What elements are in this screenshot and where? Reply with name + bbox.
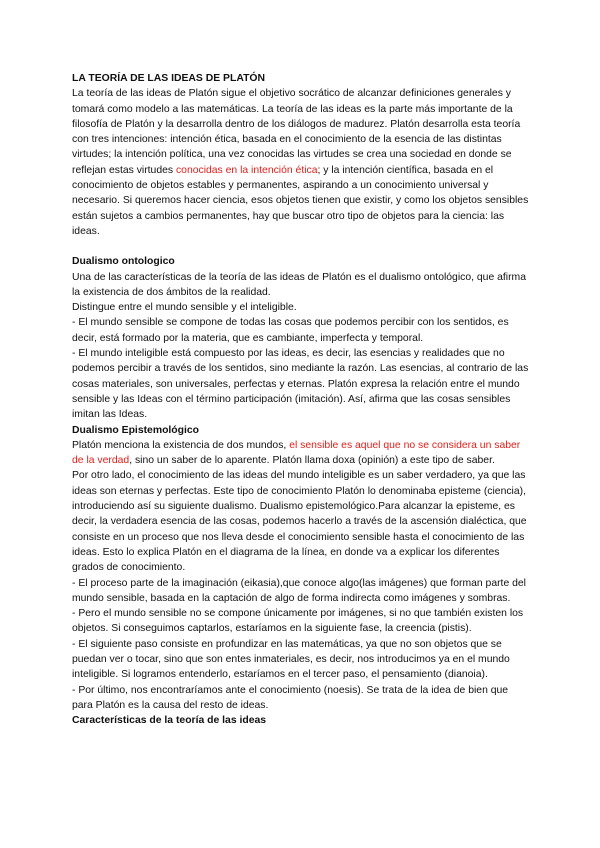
- ontologico-paragraph-2: Distingue entre el mundo sensible y el inteligible.: [72, 302, 297, 314]
- epistemologico-paragraph-4: - Pero el mundo sensible no se compone únicamente por imágenes, si no que también existen los objetos. Si conseguimos captarlos, estaríamos en la siguiente fase, la creencia (pistis).: [72, 608, 524, 635]
- intro-text-start: La teoría de las ideas de Platón sigue el objetivo socrático de alcanzar definiciones generales y tomará como modelo a las matemáticas. La teoría de las ideas es la parte más importante de la filosofía de Platón y la desarrolla dentro de los diálogos de madurez. Platón desarrolla esta teoría con tres intenciones: intención ética, basada en el conocimiento de la esencia de las distintas virtudes; la intención política, una vez conocidas las virtudes se crea una sociedad en donde se reflejan estas virtudes: [72, 88, 521, 176]
- ontologico-paragraph-1: Una de las características de la teoría de las ideas de Platón es el dualismo ontológico, que afirma la existencia de dos ámbitos de la realidad.: [72, 271, 526, 298]
- epistemologico-paragraph-3: - El proceso parte de la imaginación (eikasia),que conoce algo(las imágenes) que forman parte del mundo sensible, basada en la captación de algo de forma indirecta como imágenes y sombras.: [72, 577, 526, 604]
- epistemologico-paragraph-6: - Por último, nos encontraríamos ante el conocimiento (noesis). Se trata de la idea de bien que para Platón es la causa del resto de ideas.: [72, 684, 509, 711]
- epistemologico-heading: Dualismo Epistemológico: [72, 424, 200, 436]
- ontologico-paragraph-4: - El mundo inteligible está compuesto por las ideas, es decir, las esencias y realidades que no podemos percibir a través de los sentidos, sino mediante la razón. Las esencias, al contrario de las cosas materiales, son universales, perfectas y eternas. Platón expresa la relación entre el mundo sensible y las Ideas con el término participación (imitación). Así, afirma que las cosas sensibles imitan las Ideas.: [72, 348, 529, 421]
- epistemologico-text-end: , sino un saber de lo aparente. Platón llama doxa (opinión) a este tipo de saber.: [129, 455, 495, 467]
- caracteristicas-heading: Características de la teoría de las ideas: [72, 715, 267, 727]
- section-gap: [72, 239, 530, 254]
- epistemologico-highlight: el sensible es aquel que no se considera un saber de la verdad: [72, 439, 521, 467]
- intro-highlight: conocidas en la intención ética: [175, 164, 318, 176]
- document-title: LA TEORÍA DE LAS IDEAS DE PLATÓN: [72, 73, 266, 84]
- intro-text-end: ; y la intención científica, basada en el conocimiento de objetos estables y permanentes, aspirando a un conocimiento universal y necesario. Si queremos hacer ciencia, esos objetos tienen que existir, y como los objetos sensibles están sujetos a cambios permanentes, hay que buscar otro tipo de objetos para la ciencia: las ideas.: [72, 164, 529, 237]
- epistemologico-paragraph-1: [72, 438, 530, 469]
- ontologico-paragraph-3: - El mundo sensible se compone de todas las cosas que podemos percibir con los sentidos, es decir, está formado por la materia, que es cambiante, imperfecta y temporal.: [72, 317, 509, 344]
- epistemologico-paragraph-2: Por otro lado, el conocimiento de las ideas del mundo inteligible es un saber verdadero, ya que las ideas son eternas y perfectas. Este tipo de conocimiento Platón lo denominaba episteme (ciencia), introduciendo así su siguiente dualismo. Dualismo epistemológico.Para alcanzar la episteme, es decir, la verdadera esencia de las cosas, podemos hacerlo a través de la ascensión dialéctica, que consiste en un proceso que nos lleva desde el conocimiento sensible hasta el conocimiento de las ideas. Esto lo explica Platón en el diagrama de la línea, en donde va a explicar los diferentes grados de conocimiento.: [72, 470, 527, 574]
- ontologico-heading: Dualismo ontologico: [72, 256, 175, 268]
- epistemologico-paragraph-5: - El siguiente paso consiste en profundizar en las matemáticas, ya que no son objetos que se puedan ver o tocar, sino que son entes inmateriales, es decir, nos introducimos ya en el mundo inteligible. Si logramos entenderlo, estaríamos en el tercer paso, el pensamiento (dianoia).: [72, 638, 510, 681]
- intro-paragraph: [72, 86, 530, 239]
- epistemologico-text-start: Platón menciona la existencia de dos mundos,: [72, 439, 290, 451]
